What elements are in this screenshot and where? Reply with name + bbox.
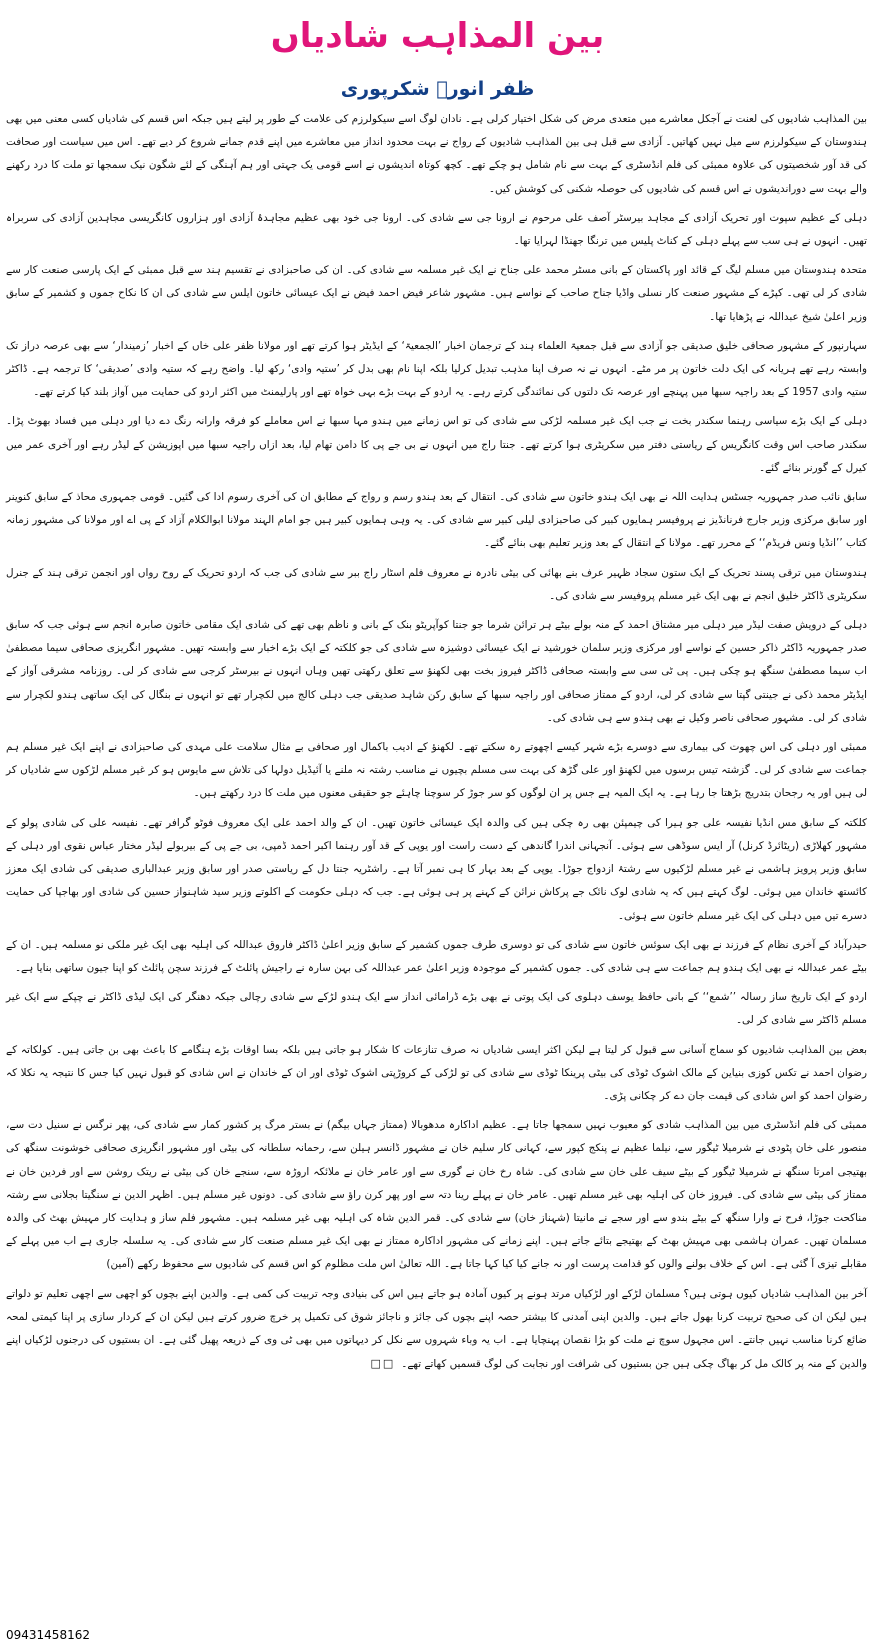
paragraph: بین المذاہب شادیوں کی لعنت نے آجکل معاشرے میں متعدی مرض کی شکل اختیار کرلی ہے۔ نادان لوگ اسے سیکولرزم کی علامت کے طور پر لیتے ہیں جبکہ اس قسم کی شادیاں کسی معنی میں بھی ہندوستان کے سیکولرزم سے میل نہیں کھاتیں۔ آزادی سے قبل ہی بین المذاہب شادیوں کے رواج نے بہت محدود انداز میں معاشرے میں اپنے قدم جمانے شروع کر دیے تھے۔ اس میں سیاست اور صحافت کی قد آور شخصیتوں کی علاوہ ممبئی کی فلم انڈسٹری کے بہت سے نام شامل ہو چکے تھے۔ کچھ کوتاہ اندیشوں نے اسے قومی یک جہتی اور ہم آہنگی کے لئے شگون نیک سمجھا تو ملت کا درد رکھنے والے بہت سے دوراندیشوں نے اس قسم کی شادیوں کی حوصلہ شکنی کی کوشش کیں۔ [5, 113, 867, 195]
phone-number: 09431458162 [6, 1628, 90, 1642]
paragraph: دہلی کے درویش صفت لیڈر میر دہلی میر مشتاق احمد کے منہ بولے بیٹے ہر ترائن شرما جو جنتا کوآپریٹو بنک کے بانی و ناظم بھی تھے کی شادی ایک مقامی خاتون صابرہ انجم سے ہوئی جب کہ سابق صدر جمہوریہ ڈاکٹر ذاکر حسین کے نواسے اور مرکزی وزیر سلمان خورشید نے ایک عیسائی دوشیزہ سے شادی کی جو کلکتہ کے ایک بڑے اخبار سے وابستہ تھیں۔ مشہور انگریزی صحافی سیما مصطفیٰ اب سیما مصطفیٰ سنگھ ہو چکی ہیں۔ پی ٹی سی سے وابستہ صحافی ڈاکٹر فیروز بخت بھی لکھنؤ سے تعلق رکھتی تھیں وہاں انہوں نے بیرسٹر کرجی سے شادی کر لی۔ روزنامہ مشرقی آواز کے ایڈیٹر محمد ذکی نے جینتی گپتا سے شادی کر لی، اردو کے ممتاز صحافی اور راجیہ سبھا کے سابق رکن شاہد صدیقی جب دہلی کالج میں لکچرار تھے تو انہوں نے بنگال کی ایک ساتھی ہندو لکچرار سے شادی کر لی۔ مشہور صحافی ناصر وکیل نے بھی ہندو سے ہی شادی کی۔ [6, 619, 867, 724]
paragraph: متحدہ ہندوستان میں مسلم لیگ کے قائد اور پاکستان کے بانی مسٹر محمد علی جناح نے ایک غیر مسلمہ سے شادی کی۔ ان کی صاحبزادی نے تقسیم ہند سے قبل ممبئی کے ایک پارسی صنعت کار سے شادی کر لی تھی۔ کپڑے کے مشہور صنعت کار نسلی واڈیا جناح صاحب کے نواسے ہیں۔ مشہور شاعر فیض احمد فیض نے ایک عیسائی خاتون ایلس سے شادی کی ان کا نکاح جموں و کشمیر کے سابق وزیر اعلیٰ شیخ عبداللہ نے پڑھایا تھا۔ [6, 264, 867, 323]
paragraph: ممبئی اور دہلی کی اس چھوت کی بیماری سے دوسرے بڑے شہر کیسے اچھوتے رہ سکتے تھے۔ لکھنؤ کے ادیب باکمال اور صحافی بے مثال سلامت علی مہدی کی صاحبزادی نے اپنے ایک غیر مسلم ہم جماعت سے شادی کر لی۔ گزشتہ تیس برسوں میں لکھنؤ اور علی گڑھ کی بہت سی مسلم بچیوں نے مناسب رشتہ نہ ملنے یا آئیڈیل دولہا کی تلاش سے مایوس ہو کر غیر مسلم لڑکوں سے شادیاں کر لی ہیں اور یہ رجحان بتدریج بڑھتا جا رہا ہے۔ یہ ایک المیہ ہے جس پر ان لوگوں کو سر جوڑ کر سوچنا چاہئے جو حقیقی معنوں میں ملت کا درد رکھتے ہیں۔ [6, 741, 867, 800]
paragraph-text: آخر بین المذاہب شادیاں کیوں ہوتی ہیں؟ مسلمان لڑکے اور لڑکیاں مرتد ہونے پر کیوں آمادہ ہو جاتے ہیں اس کی بنیادی وجہ تربیت کی کمی ہے۔ والدین اپنے بچوں کو اچھی سے اچھی تعلیم تو دلواتے ہیں لیکن ان کی صحیح تربیت کرنا بھول جاتے ہیں۔ والدین اپنی آمدنی کا بیشتر حصہ اپنے بچوں کی جائز و ناجائز شوق کی تکمیل پر خرچ ضرور کرتے ہیں لیکن ان کے کردار سازی پر اپنا کیمتی لمحہ ضائع کرنا مناسب نہیں جانتے۔ اس مجہول سوچ نے ملت کو بڑا نقصان پہنچایا ہے۔ اب یہ وباء شہروں سے نکل کر دیہاتوں میں بھی ٹی وی کے ذریعہ پھیل گئی ہے۔ ان بستیوں کی درجنوں لڑکیاں اپنے والدین کے منہ پر کالک مل کر بھاگ چکی ہیں جن بستیوں کی شرافت اور نجابت کی لوگ قسمیں کھاتے تھے۔ [6, 1287, 867, 1371]
paragraph: ہندوستان میں ترقی پسند تحریک کے ایک ستون سجاد ظہیر عرف بنے بھائی کی بیٹی نادرہ نے معروف فلم اسٹار راج ببر سے شادی کی جب کہ اردو تحریک کے روح رواں اور انجمن ترقی ہند کے جنرل سکریٹری ڈاکٹر خلیق انجم نے بھی ایک غیر مسلم پروفیسر سے شادی کی۔ [6, 566, 867, 602]
paragraph: بعض بین المذاہب شادیوں کو سماج آسانی سے قبول کر لیتا ہے لیکن اکثر ایسی شادیاں نہ صرف تنازعات کا شکار ہو جاتی ہیں بلکہ بسا اوقات بڑے ہنگامے کا باعث بھی بن جاتی ہیں۔ کولکاتہ کے رضوان احمد نے تکس کوزی بنیاین کے مالک اشوک ٹوڈی کی بیٹی پرینکا ٹوڈی سے شادی کی تو لڑکی کے کروڑپتی اشوک ٹوڈی اور ان کے خاندان نے اس شادی کو قبول نہیں کیا جس کا نتیجہ یہ نکلا کہ رضوان احمد کو اس شادی کی قیمت جان دے کر چکانی پڑی۔ [6, 1043, 867, 1102]
paragraph: دہلی کے عظیم سپوت اور تحریک آزادی کے مجاہد بیرسٹر آصف علی مرحوم نے ارونا جی سے شادی کی۔ ارونا جی خود بھی عظیم مجاہدۂ آزادی اور ہزاروں کانگریسی مجاہدین آزادی کی سربراہ تھیں۔ انہوں نے ہی سب سے پہلے دہلی کے کناٹ پلیس میں ترنگا جھنڈا لہرایا تھا۔ [6, 211, 867, 248]
paragraph: کلکتہ کے سابق مس انڈیا نفیسہ علی جو ہیرا کی چیمپئن بھی رہ چکی ہیں کی والدہ ایک عیسائی خاتون تھیں۔ ان کے والد احمد علی ایک معروف فوٹو گرافر تھے۔ نفیسہ علی کی شادی پولو کے مشہور کھلاڑی (ریٹائرڈ کرنل) آر ایس سوڈھی سے ہوئی۔ آنجہانی اندرا گاندھی کے دست راست اور یوپی کے قد آور رہنما اکبر احمد ڈمپی، بی جے پی کے بیربولے لیڈر مختار عباس نقوی اور دہلی کے سابق وزیر پرویز ہاشمی نے غیر مسلم لڑکیوں سے رشتۂ ازدواج جوڑا۔ یوپی کے بعد بہار کا ہی نمبر آتا ہے۔ راشٹریہ جنتا دل کے ریاستی صدر اور سابق وزیر عبدالباری صدیقی کی شادی ایک معزز کائستھ خاندان میں ہوئی۔ لوگ کہتے ہیں کہ یہ شادی لوک نائک جے پرکاش نرائن کے کہنے پر ہی ہوئی ہے۔ جب کہ دہلی حکومت کے اکلوتے وزیر سید شاہنواز حسین کی شادی اور بھاجپا کی حمایت دسرے تیں میں دہلی کی ایک غیر مسلم خاتون سے ہوئی۔ [6, 816, 867, 922]
paragraph: سہارنپور کے مشہور صحافی خلیق صدیقی جو آزادی سے قبل جمعیۃ العلماء ہند کے ترجمان اخبار ’الجمعیۃ‘ کے ایڈیٹر ہوا کرتے تھے اور مولانا ظفر علی خاں کے اخبار ’زمیندار‘ سے بھی عرصہ دراز تک وابستہ رہے تھے ہریانہ کی ایک دلت خاتون پر مر مٹے۔ انہوں نے نہ صرف اپنا مذہب تبدیل کرلیا بلکہ اپنا نام بھی بدل کر ’ستیہ وادی‘ رکھ لیا۔ واضح رہے کہ ستیہ وادی ’صدیقی‘ کا ترجمہ ہے۔ ڈاکٹر ستیہ وادی 1957 کے بعد راجیہ سبھا میں پہنچے اور عرصہ تک دلتوں کی نمائندگی کرتے رہے۔ یہ اردو کے بہت بڑے بہی خواہ تھے اور پارلیمنٹ میں اکثر اردو کی حمایت میں آواز بلند کیا کرتے تھے۔ [6, 339, 867, 399]
end-marks: □□ [370, 1357, 396, 1371]
paragraph: حیدرآباد کے آخری نظام کے فرزند نے بھی ایک سوئس خاتون سے شادی کی تو دوسری طرف جموں کشمیر کے سابق وزیر اعلیٰ ڈاکٹر فاروق عبداللہ کی اہلیہ بھی ایک غیر ملکی نو مسلمہ ہیں۔ ان کے بیٹے عمر عبداللہ نے بھی ایک ہندو ہم جماعت سے ہی شادی کی۔ جموں کشمیر کے موجودہ وزیر اعلیٰ عمر عبداللہ کی بہن سارہ نے راجیش پائلٹ کے فرزند سچن پائلٹ کو اپنا جیون ساتھی بنایا ہے۔ [6, 938, 867, 974]
paragraph: اردو کے ایک تاریخ ساز رسالہ ’’شمع‘‘ کے بانی حافظ یوسف دہلوی کی ایک پوتی نے بھی بڑے ڈرامائی انداز سے ایک ہندو لڑکے سے شادی رچالی جبکہ دھنگر کی ایک لیڈی ڈاکٹر نے چپکے سے ایک غیر مسلم ڈاکٹر سے شادی کر لی۔ [6, 991, 867, 1027]
paragraph: سابق نائب صدر جمہوریہ جسٹس ہدایت اللہ نے بھی ایک ہندو خاتون سے شادی کی۔ انتقال کے بعد ہندو رسم و رواج کے مطابق ان کی آخری رسوم ادا کی گئیں۔ قومی جمہوری محاذ کے سابق کنوینر اور سابق مرکزی وزیر جارج فرنانڈیز نے پروفیسر ہمایوں کبیر کی صاحبزادی لیلی کبیر سے شادی کی۔ یہ وہی ہمایوں کبیر ہیں جو امام الہند مولانا ابوالکلام آزاد کے پی اے اور مولانا کی مشہور زمانہ کتاب ’’انڈیا ونس فریڈم‘‘ کے محرر تھے۔ مولانا کے انتقال کے بعد وزیر تعلیم بھی بنائے گئے۔ [6, 491, 867, 550]
paragraph: ممبئی کی فلم انڈسٹری میں بین المذاہب شادی کو معیوب نہیں سمجھا جاتا ہے۔ عظیم اداکارہ مدھوبالا (ممتاز جہاں بیگم) نے بستر مرگ پر کشور کمار سے شادی کی، پھر نرگس نے سنیل دت سے، منصور علی خان پٹودی نے شرمیلا ٹیگور سے، نیلما عظیم نے پنکج کپور سے، کہانی کار سلیم خان نے مشہور ڈانسر ہیلن سے، رحمانہ سلطانہ کی بیٹی اور مشہور انگریزی صحافی خوشونت سنگھ کی بھتیجی امرتا سنگھ نے شرمیلا ٹیگور کے بیٹے سیف علی خان سے شادی کی۔ شاہ رخ خان نے گوری سے اور عامر خان نے ملائکہ اروڑہ سے، سنجے خان کی بیٹی نے ریتک روشن سے اور فردین خان نے ممتاز کی بیٹی سے شادی کی۔ فیروز خان کی اہلیہ بھی غیر مسلم تھیں۔ عامر خان نے پہلے رینا دتہ سے اور پھر کرن راؤ سے شادی کی۔ دونوں غیر مسلم ہیں۔ اظہر الدین نے سنگیتا بجلانی سے رشتہ مناکحت جوڑا، فرح نے وارا سنگھ کے بیٹے بندو سے اور سجے نے مانیتا (شہناز خان) سے شادی کی۔ قمر الدین شاہ کی اہلیہ بھی غیر مسلمہ ہیں۔ مشہور فلم ساز و ہدایت کار مہیش بھٹ کی والدہ مسلمان تھیں۔ عمران ہاشمی بھی مہیش بھٹ کے بھتیجے بتائے جاتے ہیں۔ اپنے زمانے کی مشہور اداکارہ ممتاز نے بھی ایک غیر مسلم صنعت کار سے شادی کی۔ یہ سلسلہ جاری ہے اب میں پہلے کے مقابلے تیزی آ گئی ہے۔ اس کے خلاف بولنے والوں کو قدامت پرست اور نہ جانے کیا کیا کہا جاتا ہے۔ اللہ تعالیٰ اس ملت مظلوم کو اس قسم کی شادیوں سے محفوظ رکھے (آمین) [6, 1119, 867, 1271]
paragraph: دہلی کے ایک بڑے سیاسی رہنما سکندر بخت نے جب ایک غیر مسلمہ لڑکی سے شادی کی تو اس زمانے میں ہندو مہا سبھا نے اس معاملے کو فرقہ وارانہ رنگ دے دیا اور دہلی میں فساد بھوٹ پڑا۔ سکندر صاحب اس وقت کانگریس کے ریاستی دفتر میں سکریٹری ہوا کرتے تھے۔ جنتا راج میں انہوں نے بی جے پی کا دامن تھام لیا، بعد ازاں راجیہ سبھا میں اپوزیشن کے لیڈر رہے اور آخری عمر میں کیرل کے گورنر بنائے گئے۔ [6, 415, 867, 474]
paragraph-last [6, 1283, 867, 1377]
article-title: بین المذاہب شادیاں [270, 16, 605, 56]
article-body [6, 108, 867, 1376]
article-author: ظفر انورؔ شکرپوری [340, 78, 535, 100]
